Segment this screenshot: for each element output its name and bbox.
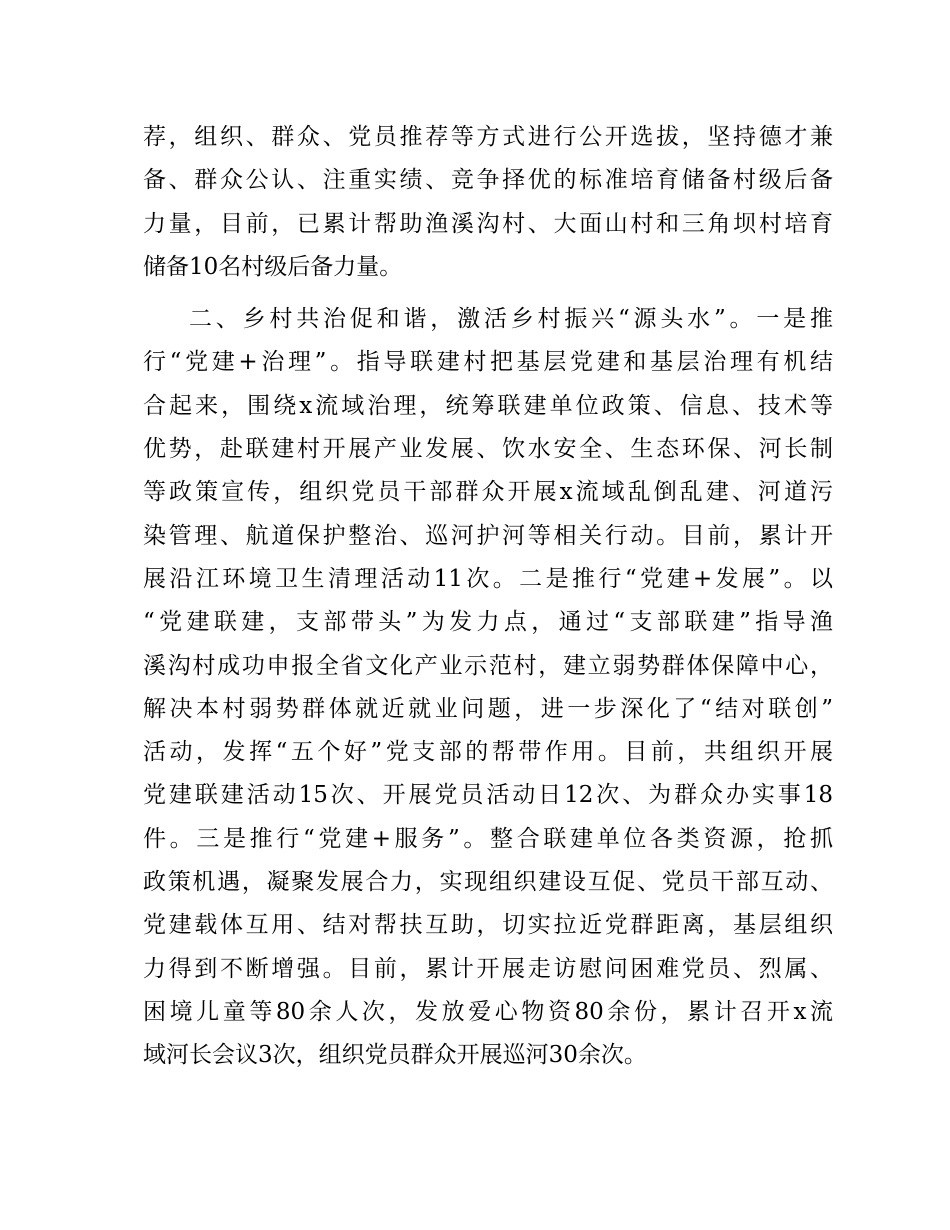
paragraph-line: 解决本村弱势群体就近就业问题，进一步深化了“结对联创”	[143, 695, 833, 722]
paragraph-line: 件。三是推行“党建+服务”。整合联建单位各类资源，抢抓	[143, 825, 833, 852]
paragraph-line: 力得到不断增强。目前，累计开展走访慰问困难党员、烈属、	[143, 955, 833, 982]
paragraph-line: “党建联建，支部带头”为发力点，通过“支部联建”指导渔	[143, 609, 833, 636]
paragraph-line: 合起来，围绕x流域治理，统筹联建单位政策、信息、技术等	[143, 392, 833, 419]
paragraph-line: 备、群众公认、注重实绩、竞争择优的标准培育储备村级后备	[143, 167, 833, 194]
section-heading-line: 二、乡村共治促和谐，激活乡村振兴“源头水”。一是推	[189, 306, 833, 333]
paragraph-line: 行“党建+治理”。指导联建村把基层党建和基层治理有机结	[143, 349, 833, 376]
paragraph-line: 荐，组织、群众、党员推荐等方式进行公开选拔，坚持德才兼	[143, 124, 833, 150]
paragraph-line: 困境儿童等80余人次，发放爱心物资80余份，累计召开x流	[143, 998, 833, 1025]
paragraph-spacer	[143, 289, 833, 298]
paragraph-line: 活动，发挥“五个好”党支部的帮带作用。目前，共组织开展	[143, 739, 833, 766]
paragraph-line: 政策机遇，凝聚发展合力，实现组织建设互促、党员干部互动、	[143, 869, 833, 896]
paragraph-line: 党建载体互用、结对帮扶互助，切实拉近党群距离，基层组织	[143, 912, 833, 939]
document-body	[143, 116, 833, 1078]
paragraph-line: 域河长会议3次，组织党员群众开展巡河30余次。	[143, 1042, 647, 1069]
paragraph-continued	[143, 116, 833, 289]
paragraph-line: 力量，目前，已累计帮助渔溪沟村、大面山村和三角坝村培育	[143, 210, 833, 237]
paragraph-section-two	[143, 298, 833, 1077]
paragraph-line: 溪沟村成功申报全省文化产业示范村，建立弱势群体保障中心，	[143, 652, 833, 679]
paragraph-line: 优势，赴联建村开展产业发展、饮水安全、生态环保、河长制	[143, 436, 833, 463]
paragraph-line: 展沿江环境卫生清理活动11次。二是推行“党建+发展”。以	[143, 565, 833, 592]
paragraph-line: 储备10名村级后备力量。	[143, 253, 403, 280]
paragraph-line: 染管理、航道保护整治、巡河护河等相关行动。目前，累计开	[143, 522, 833, 549]
paragraph-line: 党建联建活动15次、开展党员活动日12次、为群众办实事18	[143, 782, 833, 809]
paragraph-line: 等政策宣传，组织党员干部群众开展x流域乱倒乱建、河道污	[143, 479, 833, 506]
